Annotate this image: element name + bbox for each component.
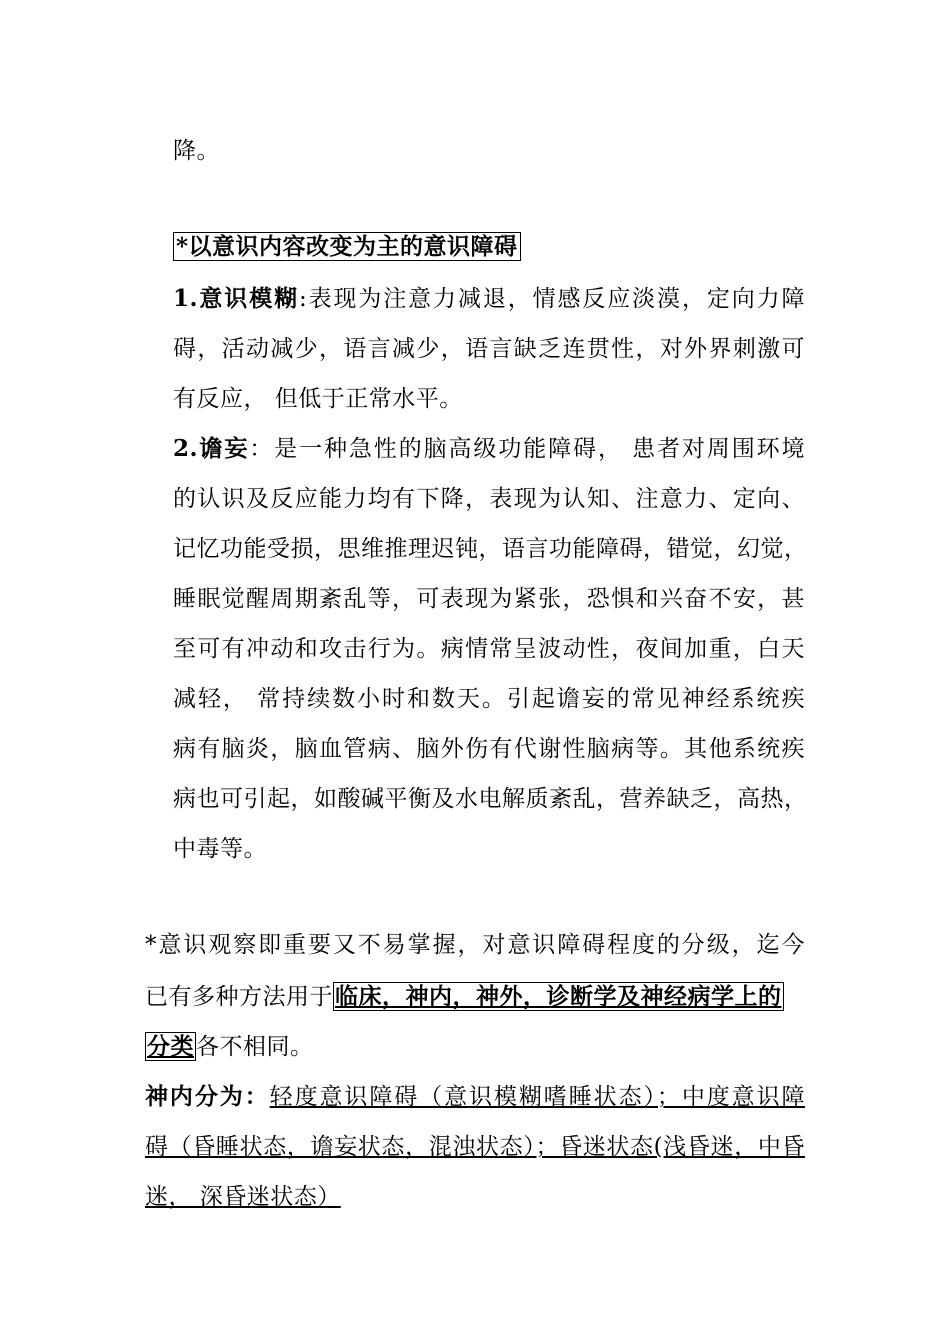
item1-text: 表现为注意力减退，情感反应淡漠，定向力障 [307, 286, 806, 312]
item2-line-2: 的认识及反应能力均有下降，表现为认知、注意力、定向、 [173, 486, 805, 512]
highlighted-phrase: 临床，神内，神外，诊断学及神经病学上的 [335, 983, 782, 1010]
classification-line-1 [145, 1082, 805, 1112]
paragraph-line-3 [145, 1032, 314, 1062]
paragraph-line-2 [145, 982, 784, 1012]
highlighted-word: 分类 [147, 1033, 194, 1060]
fragment-text: 降。 [173, 138, 220, 164]
classification-label: 神内分为 [145, 1083, 245, 1110]
classification-colon: ： [244, 1083, 270, 1110]
item2-colon: ： [249, 436, 275, 462]
item1-line-3: 有反应， 但低于正常水平。 [173, 386, 463, 412]
item2-line-8: 病也可引起，如酸碱平衡及水电解质紊乱，营养缺乏，高热， [173, 786, 808, 812]
paragraph-line-1: *意识观察即重要又不易掌握，对意识障碍程度的分级，迄今 [145, 932, 805, 958]
item2-text: 是一种急性的脑高级功能障碍， 患者对周围环境 [274, 436, 806, 462]
classification-text: 轻度意识障碍（意识模糊嗜睡状态）；中度意识障 [269, 1084, 806, 1110]
item2-line-6: 减轻， 常持续数小时和数天。引起谵妄的常见神经系统疾 [173, 686, 805, 712]
item2-line-9: 中毒等。 [173, 836, 267, 862]
paragraph-line-2-prefix: 已有多种方法用于 [145, 984, 333, 1010]
classification-line-3: 迷， 深昏迷状态） [145, 1184, 341, 1210]
item1-line-2: 碍，活动减少，语言减少，语言缺乏连贯性，对外界刺激可 [173, 336, 805, 362]
item1-colon: : [298, 286, 308, 312]
item2-line-1 [173, 434, 805, 464]
item2-line-7: 病有脑炎，脑血管病、脑外伤有代谢性脑病等。其他系统疾 [173, 736, 805, 762]
section-heading-text: *以意识内容改变为主的意识障碍 [173, 232, 521, 261]
item1-label: 1.意识模糊 [173, 285, 299, 312]
section-heading [173, 232, 521, 262]
item1-line-1 [173, 284, 805, 314]
paragraph-line-3-suffix: 各不相同。 [196, 1034, 314, 1060]
item2-line-4: 睡眠觉醒周期紊乱等，可表现为紧张，恐惧和兴奋不安，甚 [173, 586, 805, 612]
item2-label: 2.谵妄 [173, 435, 250, 462]
item2-line-3: 记忆功能受损，思维推理迟钝，语言功能障碍，错觉，幻觉， [173, 536, 808, 562]
item2-line-5: 至可有冲动和攻击行为。病情常呈波动性，夜间加重，白天 [173, 636, 805, 662]
classification-line-2: 碍（昏睡状态，谵妄状态，混浊状态）；昏迷状态(浅昏迷，中昏 [145, 1134, 805, 1160]
